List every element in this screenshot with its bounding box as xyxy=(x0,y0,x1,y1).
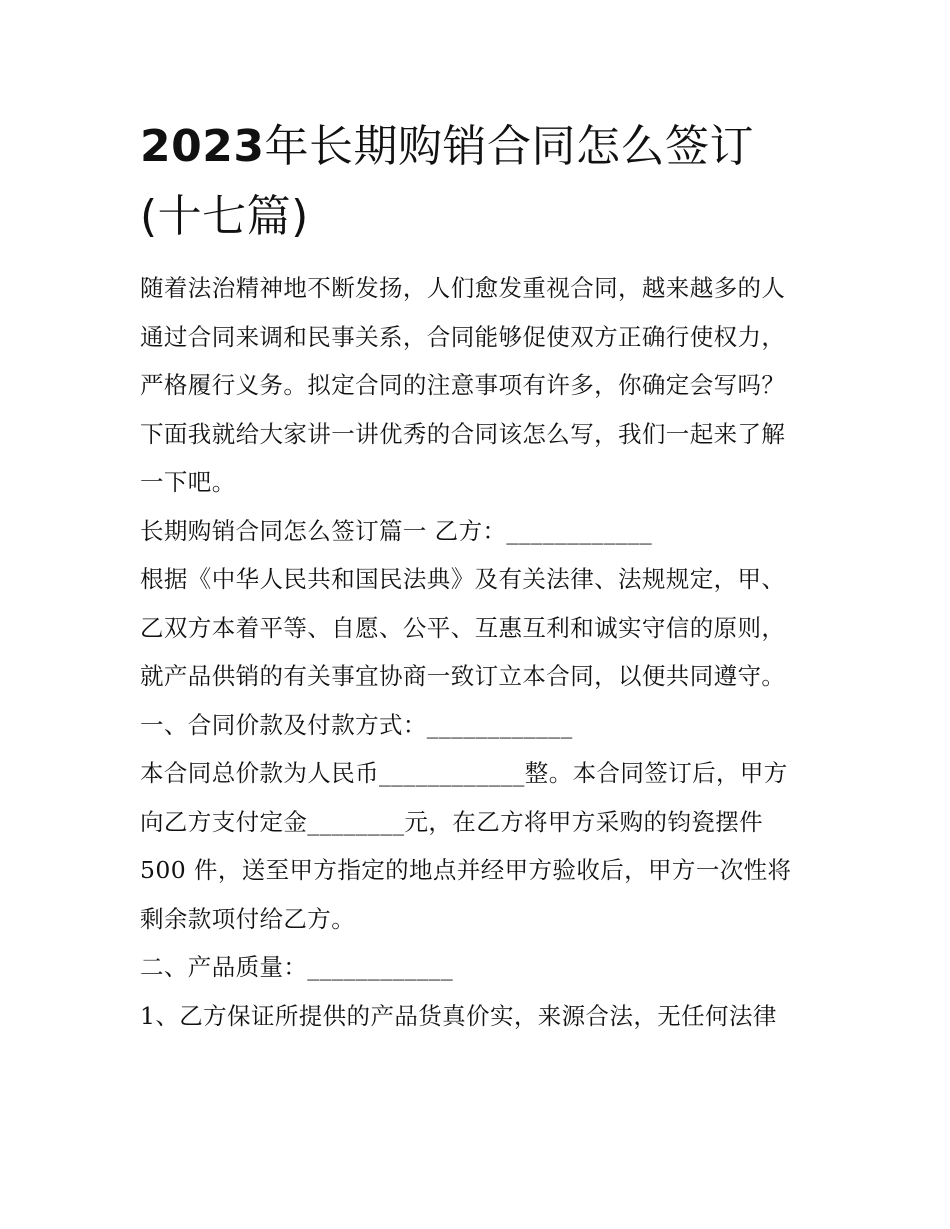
document-title xyxy=(140,112,820,252)
legal-basis-paragraph: 根据《中华人民共和国民法典》及有关法律、法规规定，甲、 乙双方本着平等、自愿、公平、互惠互利和诚实守信的原则， 就产品供销的有关事宜协商一致订立本合同，以便共同遵守。 xyxy=(140,565,786,690)
document-body xyxy=(140,112,820,1040)
title-year: 2023 xyxy=(140,121,265,172)
quality-clause-1: 1、乙方保证所提供的产品货真价实，来源合法，无任何法律 xyxy=(140,1001,777,1030)
intro-paragraph: 随着法治精神地不断发扬，人们愈发重视合同，越来越多的人 通过合同来调和民事关系，合同能够促使双方正确行使权力， 严格履行义务。拟定合同的注意事项有许多，你确定会写吗？ 下面我就给大家讲一讲优秀的合同该怎么写，我们一起来了解 一下吧。 xyxy=(140,274,786,496)
title-text: 年长期购销合同怎么签订 (十七篇) xyxy=(140,121,754,242)
section-heading-quality: 二、产品质量：____________ xyxy=(140,953,454,981)
price-paragraph: 本合同总价款为人民币____________整。本合同签订后，甲方 向乙方支付定金________元，在乙方将甲方采购的钧瓷摆件 500 件，送至甲方指定的地点并经甲方验收后，甲方一次性将 剩余款项付给乙方。 xyxy=(140,759,792,933)
section-heading-price-payment: 一、合同价款及付款方式：____________ xyxy=(140,710,573,739)
section-heading-chapter-one: 长期购销合同怎么签订篇一 乙方：____________ xyxy=(140,516,653,545)
